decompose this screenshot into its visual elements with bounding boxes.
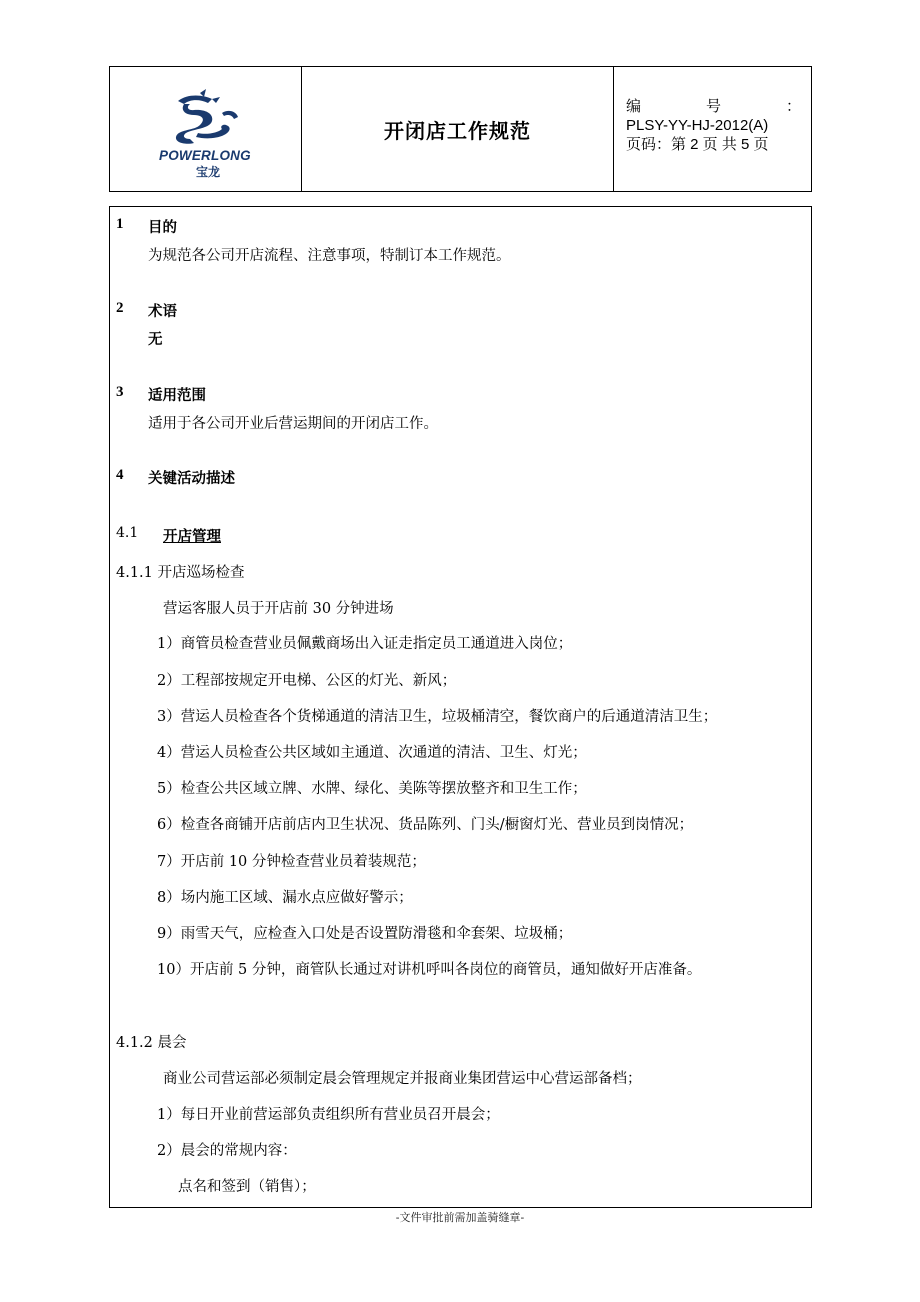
code-label-colon: ： — [785, 98, 801, 115]
list-item: 4）营运人员检查公共区域如主通道、次通道的清洁、卫生、灯光； — [157, 745, 587, 761]
dragon-logo-icon — [160, 89, 250, 149]
list-item: 2）晨会的常规内容： — [157, 1143, 297, 1159]
document-title: 开闭店工作规范 — [302, 67, 614, 191]
list-item: 1）商管员检查营业员佩戴商场出入证走指定员工通道进入岗位； — [157, 636, 573, 652]
section-3-body: 适用于各公司开业后营运期间的开闭店工作。 — [148, 416, 438, 432]
document-code: PLSY-YY-HJ-2012(A) — [626, 117, 769, 134]
section-3-number: 3 — [116, 384, 124, 400]
section-2-body: 无 — [148, 332, 163, 348]
list-item: 9）雨雪天气，应检查入口处是否设置防滑毯和伞套架、垃圾桶； — [157, 926, 573, 942]
section-4-1-2-intro: 商业公司营运部必须制定晨会管理规定并报商业集团营运中心营运部备档； — [163, 1071, 642, 1087]
section-4-1-number: 4.1 — [116, 525, 139, 541]
list-item: 1）每日开业前营运部负责组织所有营业员召开晨会； — [157, 1107, 500, 1123]
section-4-number: 4 — [116, 467, 124, 483]
section-2-number: 2 — [116, 300, 124, 316]
list-item: 8）场内施工区域、漏水点应做好警示； — [157, 890, 413, 906]
list-item: 5）检查公共区域立牌、水牌、绿化、美陈等摆放整齐和卫生工作； — [157, 781, 587, 797]
code-label-left: 编 — [626, 98, 642, 115]
section-1-number: 1 — [116, 216, 124, 232]
section-4-title: 关键活动描述 — [148, 471, 235, 487]
logo-chinese-name: 宝龙 — [196, 165, 221, 179]
logo-cell — [110, 67, 302, 191]
list-item: 10）开店前 5 分钟，商管队长通过对讲机呼叫各岗位的商管员，通知做好开店准备。 — [157, 962, 702, 978]
document-meta — [614, 67, 811, 191]
code-label-row — [626, 97, 801, 116]
list-item: 6）检查各商铺开店前店内卫生状况、货品陈列、门头/橱窗灯光、营业员到岗情况； — [157, 817, 694, 833]
section-3-title: 适用范围 — [148, 388, 206, 404]
page-info: 页码：第 2 页 共 5 页 — [626, 136, 769, 153]
logo-wordmark: POWERLONG — [159, 148, 251, 163]
section-4-1-1-heading: 4.1.1 开店巡场检查 — [116, 565, 245, 581]
section-4-1-1-intro: 营运客服人员于开店前 30 分钟进场 — [163, 601, 394, 617]
footer-note: -文件审批前需加盖骑缝章- — [395, 1211, 525, 1224]
section-1-body: 为规范各公司开店流程、注意事项，特制订本工作规范。 — [148, 248, 511, 264]
list-item: 2）工程部按规定开电梯、公区的灯光、新风； — [157, 673, 457, 689]
section-1-title: 目的 — [148, 220, 177, 236]
document-header — [109, 66, 812, 192]
code-label-mid: 号 — [705, 98, 721, 115]
list-sub-item: 点名和签到（销售）； — [178, 1179, 316, 1195]
section-4-1-title: 开店管理 — [163, 529, 221, 545]
list-item: 7）开店前 10 分钟检查营业员着装规范； — [157, 854, 426, 870]
section-4-1-2-heading: 4.1.2 晨会 — [116, 1035, 187, 1051]
section-2-title: 术语 — [148, 304, 177, 320]
list-item: 3）营运人员检查各个货梯通道的清洁卫生，垃圾桶清空，餐饮商户的后通道清洁卫生； — [157, 709, 718, 725]
